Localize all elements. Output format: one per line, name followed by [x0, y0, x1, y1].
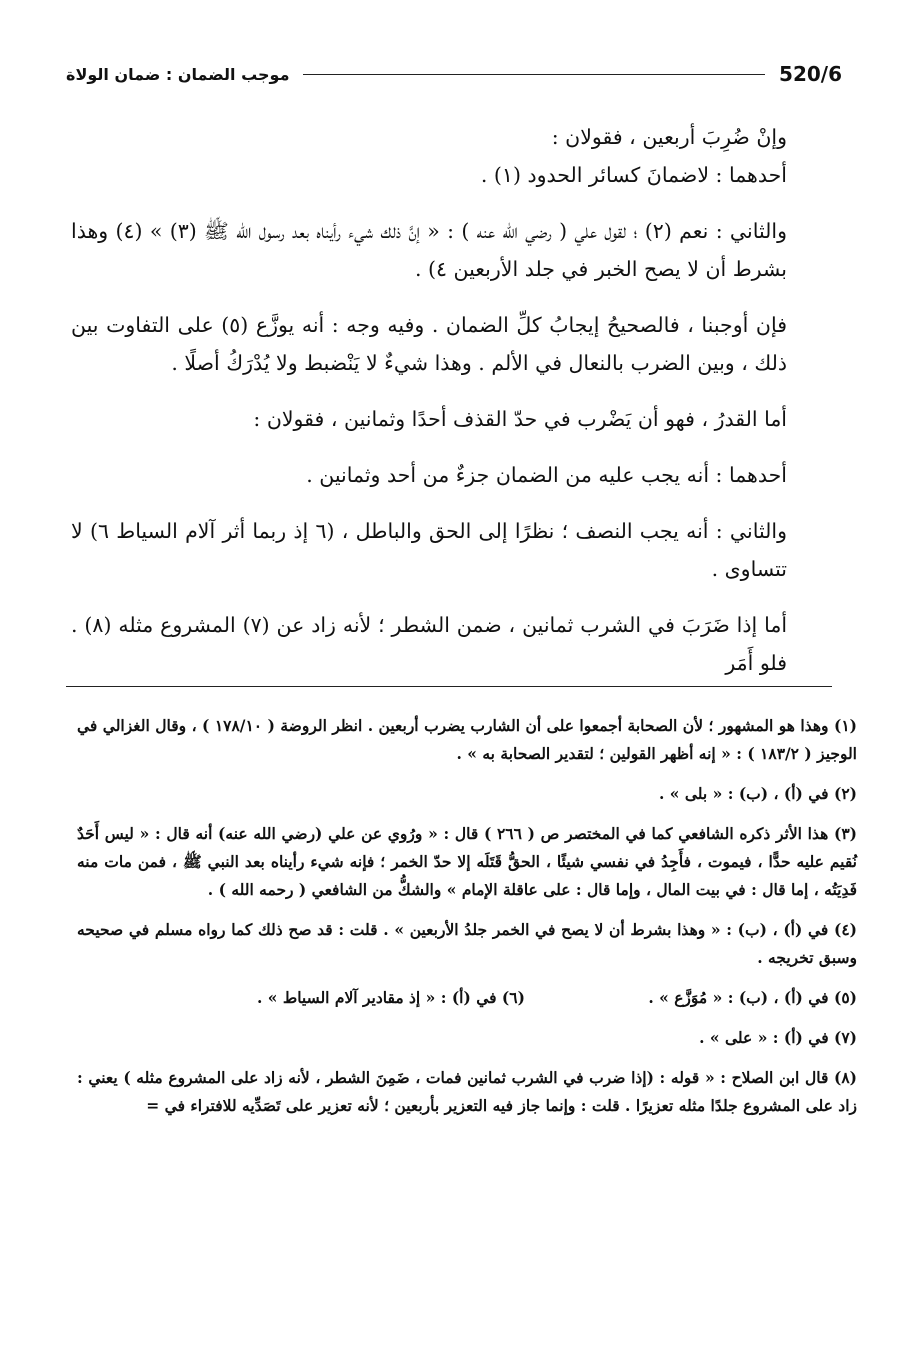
paragraph: وإنْ ضُرِبَ أربعين ، فقولان : [551, 125, 787, 149]
footnote: (٥) في (أ) ، (ب) : « مُوَزَّع » . [648, 988, 857, 1007]
paragraph: فإن أوجبنا ، فالصحيحُ إيجابُ كلِّ الضمان . وفيه وجه : أنه يوزَّع (٥) على التفاوت بين ذلك ، وبين الضرب بالنعال في الألم . وهذا شيءٌ لا يَنْضبط ولا يُدْرَكُ أصلًا . [71, 313, 787, 375]
footnote-pair [77, 984, 857, 1012]
footnote: (٤) في (أ) ، (ب) : « وهذا بشرط أن لا يصح في الخمر جلدُ الأربعين » . قلت : قد صح ذلك كما رواه مسلم في صحيحه وسبق تخريجه . [77, 920, 857, 967]
running-title: موجب الضمان : ضمان الولاة [66, 64, 290, 84]
paragraph: أحدهما : لاضمانَ كسائر الحدود (١) . [480, 163, 787, 187]
footnotes [77, 712, 857, 1120]
paragraph: أحدهما : أنه يجب عليه من الضمان جزءٌ من أحد وثمانين . [306, 463, 787, 487]
footnote: (٨) قال ابن الصلاح : « قوله : (إذا ضرب في الشرب ثمانين فمات ، ضَمِنَ الشطر ، لأنه زاد على المشروع مثله ) يعني : زاد على المشروع جلدًا مثله تعزيرًا . قلت : وإنما جاز فيه التعزير بأربعين ؛ لأنه تعزير على تَصَدِّيه للافتراء في = [77, 1068, 857, 1115]
footnote: (٣) هذا الأثر ذكره الشافعي كما في المختصر ص ( ٢٦٦ ) قال : « ورُوي عن علي (رضي الله عنه) أنه قال : « ليس أَحَدٌ نُقيم عليه حدًّا ، فيموت ، فأَجِدُ في نفسي شيئًا ، الحقُّ قَتَلَه إلا حدّ الخمر ؛ فإنه شيء رأيناه بعد النبي ﷺ ، فمن مات منه فَدِيَتُه ، إما قال : في بيت المال ، وإما قال : على عاقلة الإمام » والشكُّ من الشافعي ( رحمه الله ) . [77, 824, 857, 899]
footnote: (٦) في (أ) : « إذ مقادير آلام السياط » . [257, 988, 525, 1007]
header-rule [303, 74, 765, 75]
paragraph: أما إذا ضَرَبَ في الشرب ثمانين ، ضمن الشطر ؛ لأنه زاد عن (٧) المشروع مثله (٨) . فلو أَمَر [71, 613, 788, 675]
footnote: (٧) في (أ) : « على » . [699, 1028, 857, 1047]
footnote-separator [66, 686, 832, 687]
paragraph: والثاني : نعم (٢) ؛ لقول علي ( رضي الله عنه ) : « إنَّ ذلك شيء رأيناه بعد رسول الله ﷺ (٣) » (٤) وهذا بشرط أن لا يصح الخبر في جلد الأربعين ٤) . [71, 219, 787, 281]
page-header [66, 60, 842, 88]
footnote: (١) وهذا هو المشهور ؛ لأن الصحابة أجمعوا على أن الشارب يضرب أربعين . انظر الروضة ( ١٧٨/١٠ ) ، وقال الغزالي في الوجيز ( ١٨٣/٢ ) : « إنه أظهر القولين ؛ لتقدير الصحابة به » . [77, 716, 857, 763]
main-text [71, 118, 787, 682]
paragraph: والثاني : أنه يجب النصف ؛ نظرًا إلى الحق والباطل ، (٦ إذ ربما أثر آلام السياط ٦) لا تتساوى . [71, 519, 787, 581]
page-number: 520/6 [779, 62, 842, 86]
footnote: (٢) في (أ) ، (ب) : « بلى » . [659, 784, 857, 803]
paragraph: أما القدرُ ، فهو أن يَضْرب في حدّ القذف أحدًا وثمانين ، فقولان : [253, 407, 787, 431]
